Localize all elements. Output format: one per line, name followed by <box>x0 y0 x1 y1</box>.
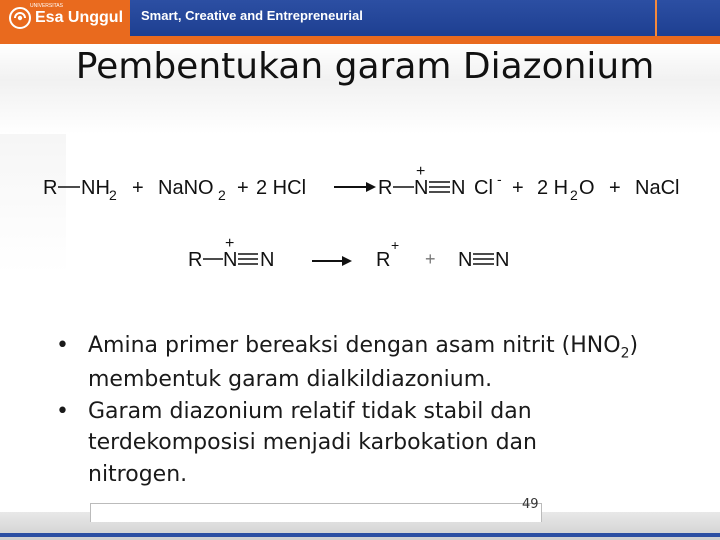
bullet-text <box>88 330 638 396</box>
bullet-list <box>56 330 696 491</box>
eq2-n4: N <box>495 249 510 271</box>
bullet-text-line1: Garam diazonium relatif tidak stabil dan <box>88 398 532 424</box>
eq2-n2: N <box>260 249 275 271</box>
bullet-subscript: 2 <box>620 345 630 362</box>
eq1-water-o: O <box>579 177 595 199</box>
eq1-chloride: Cl <box>474 177 493 199</box>
eq2-arrow-head <box>342 256 352 266</box>
page-number: 49 <box>522 497 539 512</box>
eq1-product-charge: + <box>416 163 426 180</box>
brand-small-caption: UNIVERSITAS <box>30 3 63 9</box>
logo-emblem-icon <box>8 6 32 30</box>
bullet-text <box>88 396 537 492</box>
eq1-water: 2 H <box>537 177 569 199</box>
eq1-chloride-charge: - <box>497 171 502 187</box>
footer-accent-line <box>0 533 720 537</box>
university-logo <box>8 3 130 33</box>
eq1-product-r: R <box>378 177 393 199</box>
eq1-hcl: 2 HCl <box>256 177 307 199</box>
eq1-nacl: NaCl <box>635 177 680 199</box>
bullet-marker: • <box>56 333 69 358</box>
eq1-water-sub: 2 <box>570 187 578 203</box>
eq1-product-n2: N <box>451 177 466 199</box>
eq1-nitrite: NaNO <box>158 177 214 199</box>
eq1-arrow-head <box>366 182 376 192</box>
eq2-n3: N <box>458 249 473 271</box>
bullet-text-line3: nitrogen. <box>88 462 188 488</box>
header-divider <box>655 0 657 36</box>
eq2-carbocation: R <box>376 249 391 271</box>
bullet-text-line2: terdekomposisi menjadi karbokation dan <box>88 430 537 456</box>
bullet-item <box>56 330 696 396</box>
eq2-n1: N <box>223 249 238 271</box>
eq2-charge: + <box>225 235 235 252</box>
reaction-equations <box>30 150 700 280</box>
bullet-text-line1: Amina primer bereaksi dengan asam nitrit (HNO <box>88 333 621 358</box>
tagline: Smart, Creative and Entrepreneurial <box>141 8 363 23</box>
bullet-item <box>56 396 696 492</box>
eq1-plus3: + <box>512 177 524 199</box>
eq2-plus: + <box>425 249 436 269</box>
eq1-product-n1: N <box>414 177 429 199</box>
footer-panel <box>90 503 542 522</box>
bullet-marker: • <box>56 398 69 424</box>
eq1-plus1: + <box>132 177 144 199</box>
slide-title: Pembentukan garam Diazonium <box>75 46 655 87</box>
eq1-r: R <box>43 177 58 199</box>
eq1-plus2: + <box>237 177 249 199</box>
bullet-text-line2: membentuk garam dialkildiazonium. <box>88 366 493 392</box>
bullet-text-close: ) <box>629 333 639 358</box>
eq1-amine-sub: 2 <box>109 187 117 203</box>
brand-name: Esa Unggul <box>35 9 124 26</box>
eq1-nitrite-sub: 2 <box>218 187 226 203</box>
eq1-amine: NH <box>81 177 110 199</box>
eq2-carbocation-charge: + <box>391 237 400 253</box>
eq1-plus4: + <box>609 177 621 199</box>
eq2-r: R <box>188 249 203 271</box>
